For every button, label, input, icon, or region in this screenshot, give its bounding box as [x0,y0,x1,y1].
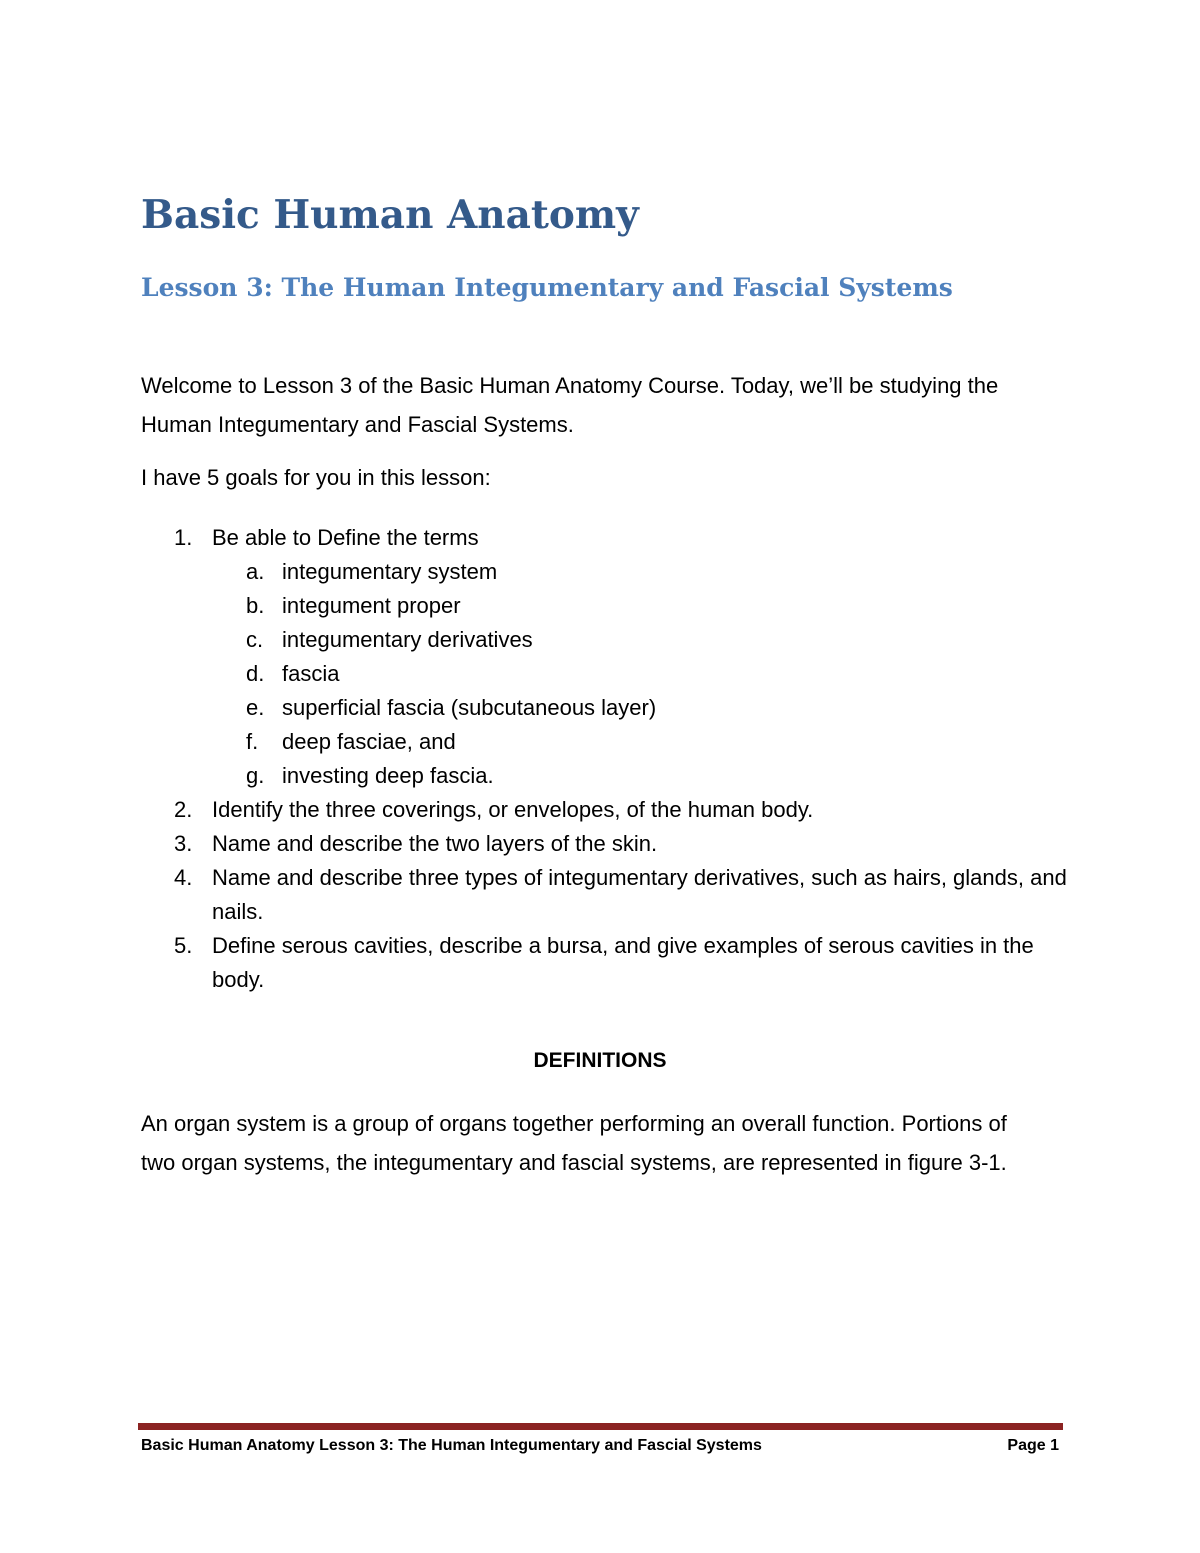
goal-item [141,929,1071,997]
subitem-text: integumentary system [282,559,498,584]
subitem-text: superficial fascia (subcutaneous layer) [282,695,657,720]
subitem [212,725,1071,759]
subitem [212,691,1071,725]
intro-paragraph: Welcome to Lesson 3 of the Basic Human Anatomy Course. Today, we’ll be studying the Human Integumentary and Fascial Systems. [141,373,999,437]
goal-item [141,861,1071,929]
subitem-letter: c. [246,627,264,652]
goal-number: 1. [174,525,193,550]
goal-item [141,793,1071,827]
footer-title: Basic Human Anatomy Lesson 3: The Human Integumentary and Fascial Systems [141,1437,762,1454]
subitem-letter: g. [246,763,265,788]
subitem-text: fascia [282,661,340,686]
goal-number: 5. [174,933,193,958]
subitem-text: deep fasciae, and [282,729,456,754]
subitem-text: integument proper [282,593,461,618]
goal-item [141,521,1071,793]
goal-text: Name and describe three types of integumentary derivatives, such as hairs, glands, and nails. [212,865,1067,924]
goal-number: 2. [174,797,193,822]
goal-text: Define serous cavities, describe a bursa, and give examples of serous cavities in the body. [212,933,1034,992]
subitem-text: integumentary derivatives [282,627,533,652]
goal-text: Name and describe the two layers of the skin. [212,831,658,856]
goal-number: 3. [174,831,193,856]
goal-text: Identify the three coverings, or envelopes, of the human body. [212,797,814,822]
lesson-subtitle: Lesson 3: The Human Integumentary and Fascial Systems [141,273,953,302]
definitions-paragraph: An organ system is a group of organs together performing an overall function. Portions of two organ systems, the integumentary and fascial systems, are represented in figure 3-1. [141,1111,1007,1175]
subitem-letter: b. [246,593,265,618]
goal-item [141,827,1071,861]
subitem-letter: e. [246,695,265,720]
subitem [212,623,1071,657]
subitem [212,589,1071,623]
footer-divider [138,1423,1063,1430]
subitem [212,657,1071,691]
goals-lead: I have 5 goals for you in this lesson: [141,465,491,490]
subitem-letter: f. [246,729,259,754]
document-title: Basic Human Anatomy [141,192,639,238]
definitions-heading: DEFINITIONS [533,1049,667,1072]
subitem-text: investing deep fascia. [282,763,494,788]
goal-subitems [212,555,1071,793]
goal-number: 4. [174,865,193,890]
goal-text: Be able to Define the terms [212,525,479,550]
subitem-letter: d. [246,661,265,686]
subitem [212,555,1071,589]
page-number: Page 1 [1007,1437,1059,1454]
goals-list [141,521,1071,997]
subitem [212,759,1071,793]
subitem-letter: a. [246,559,265,584]
